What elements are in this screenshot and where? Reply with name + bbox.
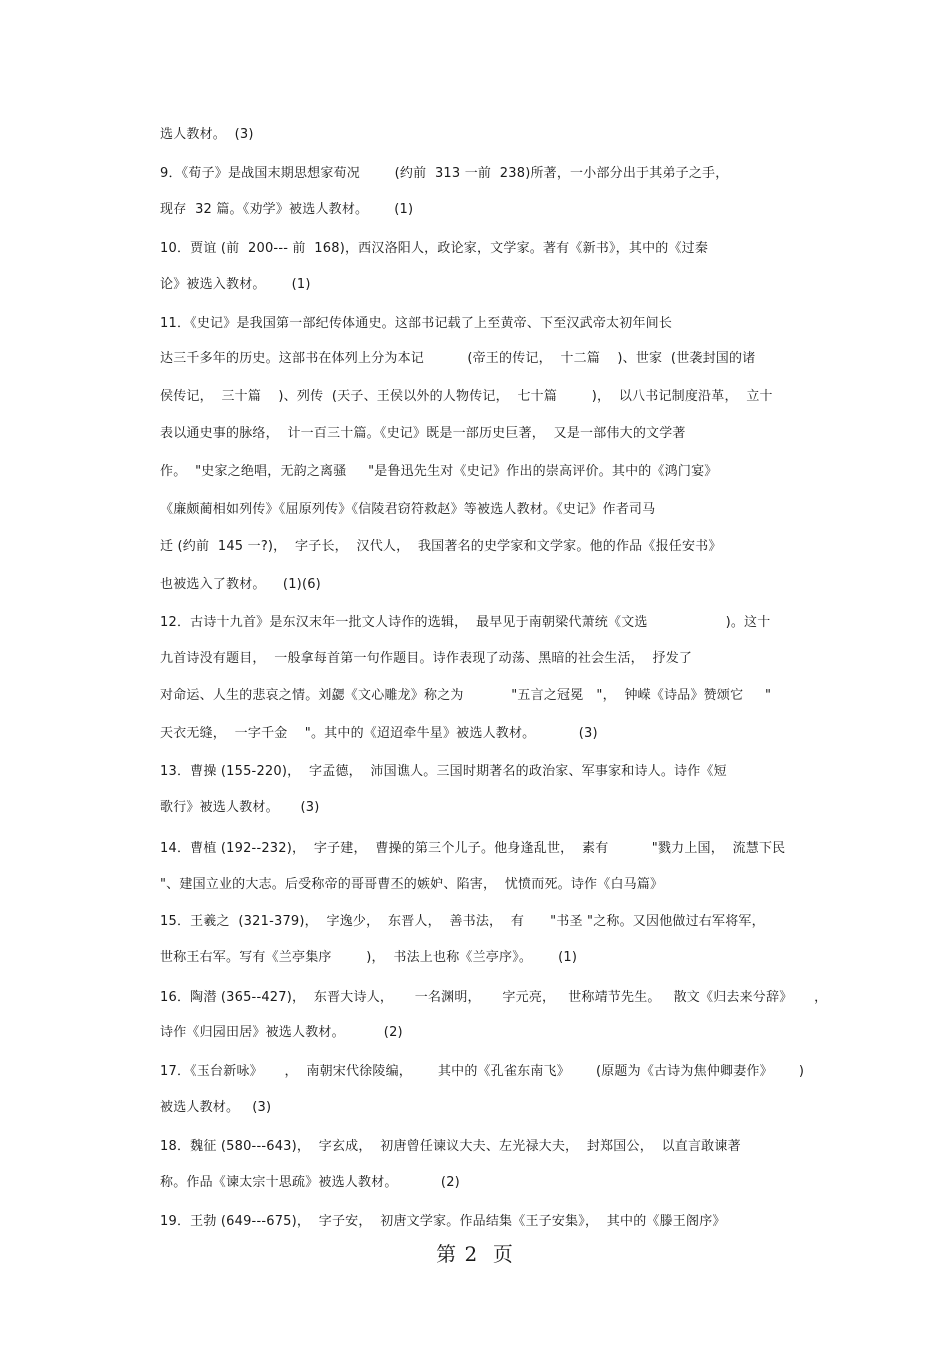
text-line: 论》被选入教材。 (1): [160, 277, 311, 292]
text-line: 表以通史事的脉络， 计一百三十篇。《史记》既是一部历史巨著， 又是一部伟大的文学著: [160, 426, 686, 441]
text-line: 《廉颇蔺相如列传》《屈原列传》《信陵君窃符救赵》等被选人教材。《史记》作者司马: [160, 502, 656, 517]
text-line: 现存 32 篇。《劝学》被选人教材。 (1): [160, 202, 414, 217]
text-line: 作。 "史家之绝唱，无韵之离骚 "是鲁迅先生对《史记》作出的崇高评价。其中的《鸿门宴》: [160, 464, 718, 479]
text-line: 称。作品《谏太宗十思疏》被选人教材。 (2): [160, 1175, 460, 1190]
text-line: 也被选入了教材。 (1)(6): [160, 577, 321, 592]
text-line: 19．王勃 (649---675)， 字子安， 初唐文学家。作品结集《王子安集》， 其中的《滕王阁序》: [160, 1214, 726, 1229]
text-line: 对命运、人生的悲哀之情。刘勰《文心雕龙》称之为 "五言之冠冕 "， 钟嵘《诗品》赞颂它 ": [160, 688, 772, 703]
text-line: 世称王右军。写有《兰亭集序 )， 书法上也称《兰亭序》。 (1): [160, 950, 578, 965]
text-line: 11．《史记》是我国第一部纪传体通史。这部书记载了上至黄帝、下至汉武帝太初年间长: [160, 316, 673, 331]
text-line: 9．《荀子》是战国末期思想家荀况 (约前 313 一前 238)所著，一小部分出于其弟子之手，: [160, 166, 729, 181]
text-line: 15．王羲之 (321-379)， 字逸少， 东晋人， 善书法， 有 "书圣 "之称。又因他做过右军将军，: [160, 914, 765, 929]
text-line: 迁 (约前 145 一?)， 字子长， 汉代人， 我国著名的史学家和文学家。他的作品《报任安书》: [160, 539, 722, 554]
text-line: 13．曹操 (155-220)， 字孟德， 沛国谯人。三国时期著名的政治家、军事家和诗人。诗作《短: [160, 764, 727, 779]
text-line: 侯传记， 三十篇 )、列传 (天子、王侯以外的人物传记， 七十篇 )， 以八书记制度沿革， 立十: [160, 389, 773, 404]
text-line: 14．曹植 (192--232)， 字子建， 曹操的第三个儿子。他身逢乱世， 素有 "戮力上国， 流慧下民: [160, 841, 786, 856]
text-line: 18．魏征 (580---643)， 字玄成， 初唐曾任谏议大夫、左光禄大夫， 封郑国公， 以直言敢谏著: [160, 1139, 741, 1154]
text-line: 选人教材。 (3): [160, 127, 254, 142]
text-line: "、建国立业的大志。后受称帝的哥哥曹丕的嫉妒、陷害， 忧愤而死。诗作《白马篇》: [160, 877, 664, 892]
page-number: 第 2 页: [436, 1242, 514, 1266]
text-line: 九首诗没有题目， 一般拿每首第一句作题目。诗作表现了动荡、黑暗的社会生活， 抒发了: [160, 651, 693, 666]
text-line: 歌行》被选人教材。 (3): [160, 800, 320, 815]
text-line: 10．贾谊 (前 200--- 前 168)，西汉洛阳人，政论家，文学家。著有《新书》，其中的《过秦: [160, 241, 709, 256]
text-line: 12．古诗十九首》是东汉末年一批文人诗作的选辑， 最早见于南朝梁代萧统《文选 )。这十: [160, 615, 771, 630]
text-line: 16．陶潜 (365--427)， 东晋大诗人， 一名渊明， 字元亮， 世称靖节先生。 散文《归去来兮辞》 ，: [160, 990, 828, 1005]
text-line: 被选人教材。 (3): [160, 1100, 272, 1115]
text-line: 达三千多年的历史。这部书在体列上分为本记 (帝王的传记， 十二篇 )、世家 (世袭封国的诸: [160, 351, 756, 366]
text-line: 诗作《归园田居》被选人教材。 (2): [160, 1025, 403, 1040]
text-line: 天衣无缝， 一字千金 "。其中的《迢迢牵牛星》被选人教材。 (3): [160, 726, 598, 741]
text-line: 17．《玉台新咏》 ， 南朝宋代徐陵编， 其中的《孔雀东南飞》 (原题为《古诗为焦仲卿妻作》 ): [160, 1064, 805, 1079]
